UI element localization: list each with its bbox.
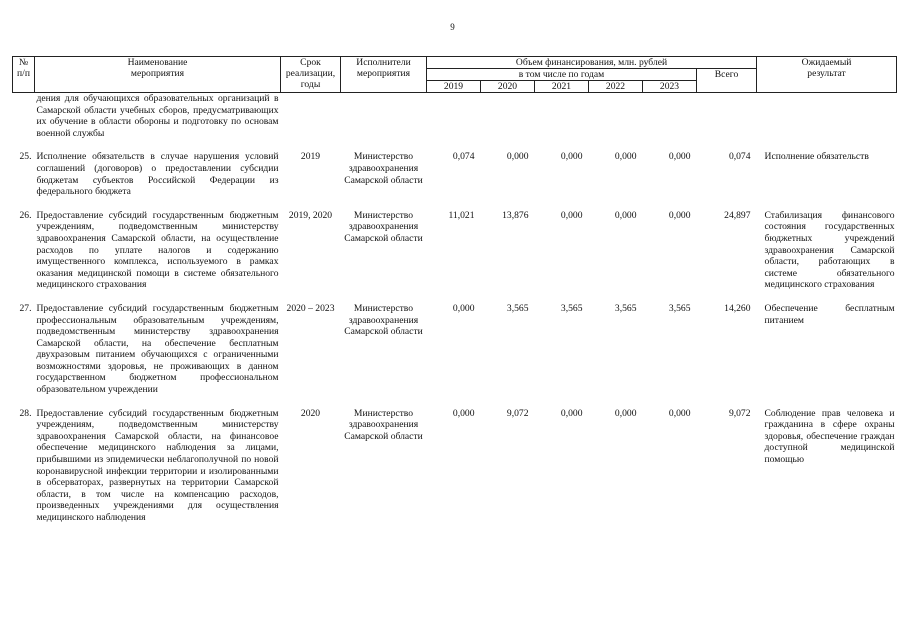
- row-term: 2020: [300, 407, 321, 419]
- row-name: Исполнение обязательств в случае нарушения условий соглашений (договоров) о предоставлении субсидии бюджетам субъектов Российской Федерации из федерального бюджета: [36, 151, 279, 198]
- header-result: Ожидаемый результат: [757, 57, 897, 93]
- row-executor: Министерство здравоохранения Самарской области: [344, 209, 423, 244]
- row-term: 2019, 2020: [288, 209, 333, 221]
- row-result: Исполнение обязательств: [764, 151, 869, 163]
- row-term: 2019: [300, 151, 321, 163]
- row-value-2019: 0,074: [452, 151, 475, 163]
- row-value-2020: 9,072: [506, 407, 529, 419]
- row-num: 28.: [19, 407, 32, 419]
- header-year: 2023: [643, 81, 697, 93]
- row-num: 27.: [19, 302, 32, 314]
- row-value-2021: 0,000: [560, 407, 583, 419]
- row-result: Обеспечение бесплатным питанием: [764, 302, 895, 326]
- row-value-2019: 0,000: [452, 302, 475, 314]
- row-num: 25.: [19, 151, 32, 163]
- row-result: Стабилизация финансового состояния государственных бюджетных учреждений здравоохранения Самарской области, работающих в системе обязательного медицинского страхования: [764, 209, 895, 291]
- continuation-row: [13, 93, 897, 140]
- header-year: 2021: [535, 81, 589, 93]
- row-value-2020: 0,000: [506, 151, 529, 163]
- table-row: [13, 408, 897, 524]
- row-value-2023: 3,565: [668, 302, 691, 314]
- header-term: Срок реализации, годы: [281, 57, 341, 93]
- row-executor: Министерство здравоохранения Самарской области: [344, 151, 423, 186]
- activities-table: [12, 56, 897, 524]
- row-value-2019: 0,000: [452, 407, 475, 419]
- row-term: 2020 – 2023: [286, 302, 335, 314]
- row-value-2022: 0,000: [614, 151, 637, 163]
- row-value-2022: 0,000: [614, 407, 637, 419]
- row-value-2022: 0,000: [614, 209, 637, 221]
- row-total: 9,072: [728, 407, 751, 419]
- page-number: 9: [450, 22, 455, 32]
- row-value-2022: 3,565: [614, 302, 637, 314]
- row-value-2023: 0,000: [668, 151, 691, 163]
- row-total: 0,074: [728, 151, 751, 163]
- row-value-2023: 0,000: [668, 407, 691, 419]
- header-year: 2020: [481, 81, 535, 93]
- row-value-2023: 0,000: [668, 209, 691, 221]
- row-value-2021: 3,565: [560, 302, 583, 314]
- table-row: [13, 210, 897, 291]
- header-name: Наименование мероприятия: [35, 57, 281, 93]
- row-value-2021: 0,000: [560, 151, 583, 163]
- header-total: Всего: [697, 69, 757, 93]
- row-value-2020: 13,876: [502, 209, 529, 221]
- row-value-2019: 11,021: [448, 209, 475, 221]
- continuation-text: дения для обучающихся образовательных организаций в Самарской области учебных сборов, предусматривающих их обучение в области обороны и подготовку по основам военной службы: [36, 93, 279, 139]
- header-num: № п/п: [13, 57, 35, 93]
- table-row: [13, 151, 897, 197]
- header-year: 2019: [427, 81, 481, 93]
- table-row: [13, 303, 897, 396]
- row-name: Предоставление субсидий государственным бюджетным учреждениям, подведомственным министерству здравоохранения Самарской области, на осуществление расходов по уплате налогов и содержанию имущественного комплекса, используемого в рамках оказания медицинской помощи в системе обязательного медицинского страхования: [36, 209, 279, 291]
- row-name: Предоставление субсидий государственным бюджетным учреждениям, подведомственным министерству здравоохранения Самарской области, на финансовое обеспечение медицинского наблюдения за лицами, прибывшими из эпидемически неблагополучной по новой коронавирусной инфекции территории и изолированными в обсерваторах, развернутых на территории Самарской области, в том числе на компенсацию расходов, произведенных учреждениями для осуществления медицинского наблюдения: [36, 407, 279, 523]
- header-funding: Объем финансирования, млн. рублей: [427, 57, 757, 69]
- row-result: Соблюдение прав человека и гражданина в сфере охраны здоровья, обеспечение граждан доступной медицинской помощью: [764, 407, 895, 466]
- row-value-2021: 0,000: [560, 209, 583, 221]
- header-by-years: в том числе по годам: [427, 69, 697, 81]
- row-name: Предоставление субсидий государственным бюджетным профессиональным образовательным учреждениям, подведомственным министерству здравоохранения Самарской области, на обеспечение бесплатным двухразовым питанием обучающихся с ограниченными возможностями здоровья, не проживающих в данном государственном бюджетном профессиональном образовательном учреждении: [36, 302, 279, 396]
- row-value-2020: 3,565: [506, 302, 529, 314]
- row-total: 24,897: [724, 209, 751, 221]
- row-executor: Министерство здравоохранения Самарской области: [344, 302, 423, 338]
- row-total: 14,260: [724, 302, 751, 314]
- header-executors: Исполнители мероприятия: [341, 57, 427, 93]
- row-num: 26.: [19, 209, 32, 221]
- header-year: 2022: [589, 81, 643, 93]
- row-executor: Министерство здравоохранения Самарской области: [344, 407, 423, 442]
